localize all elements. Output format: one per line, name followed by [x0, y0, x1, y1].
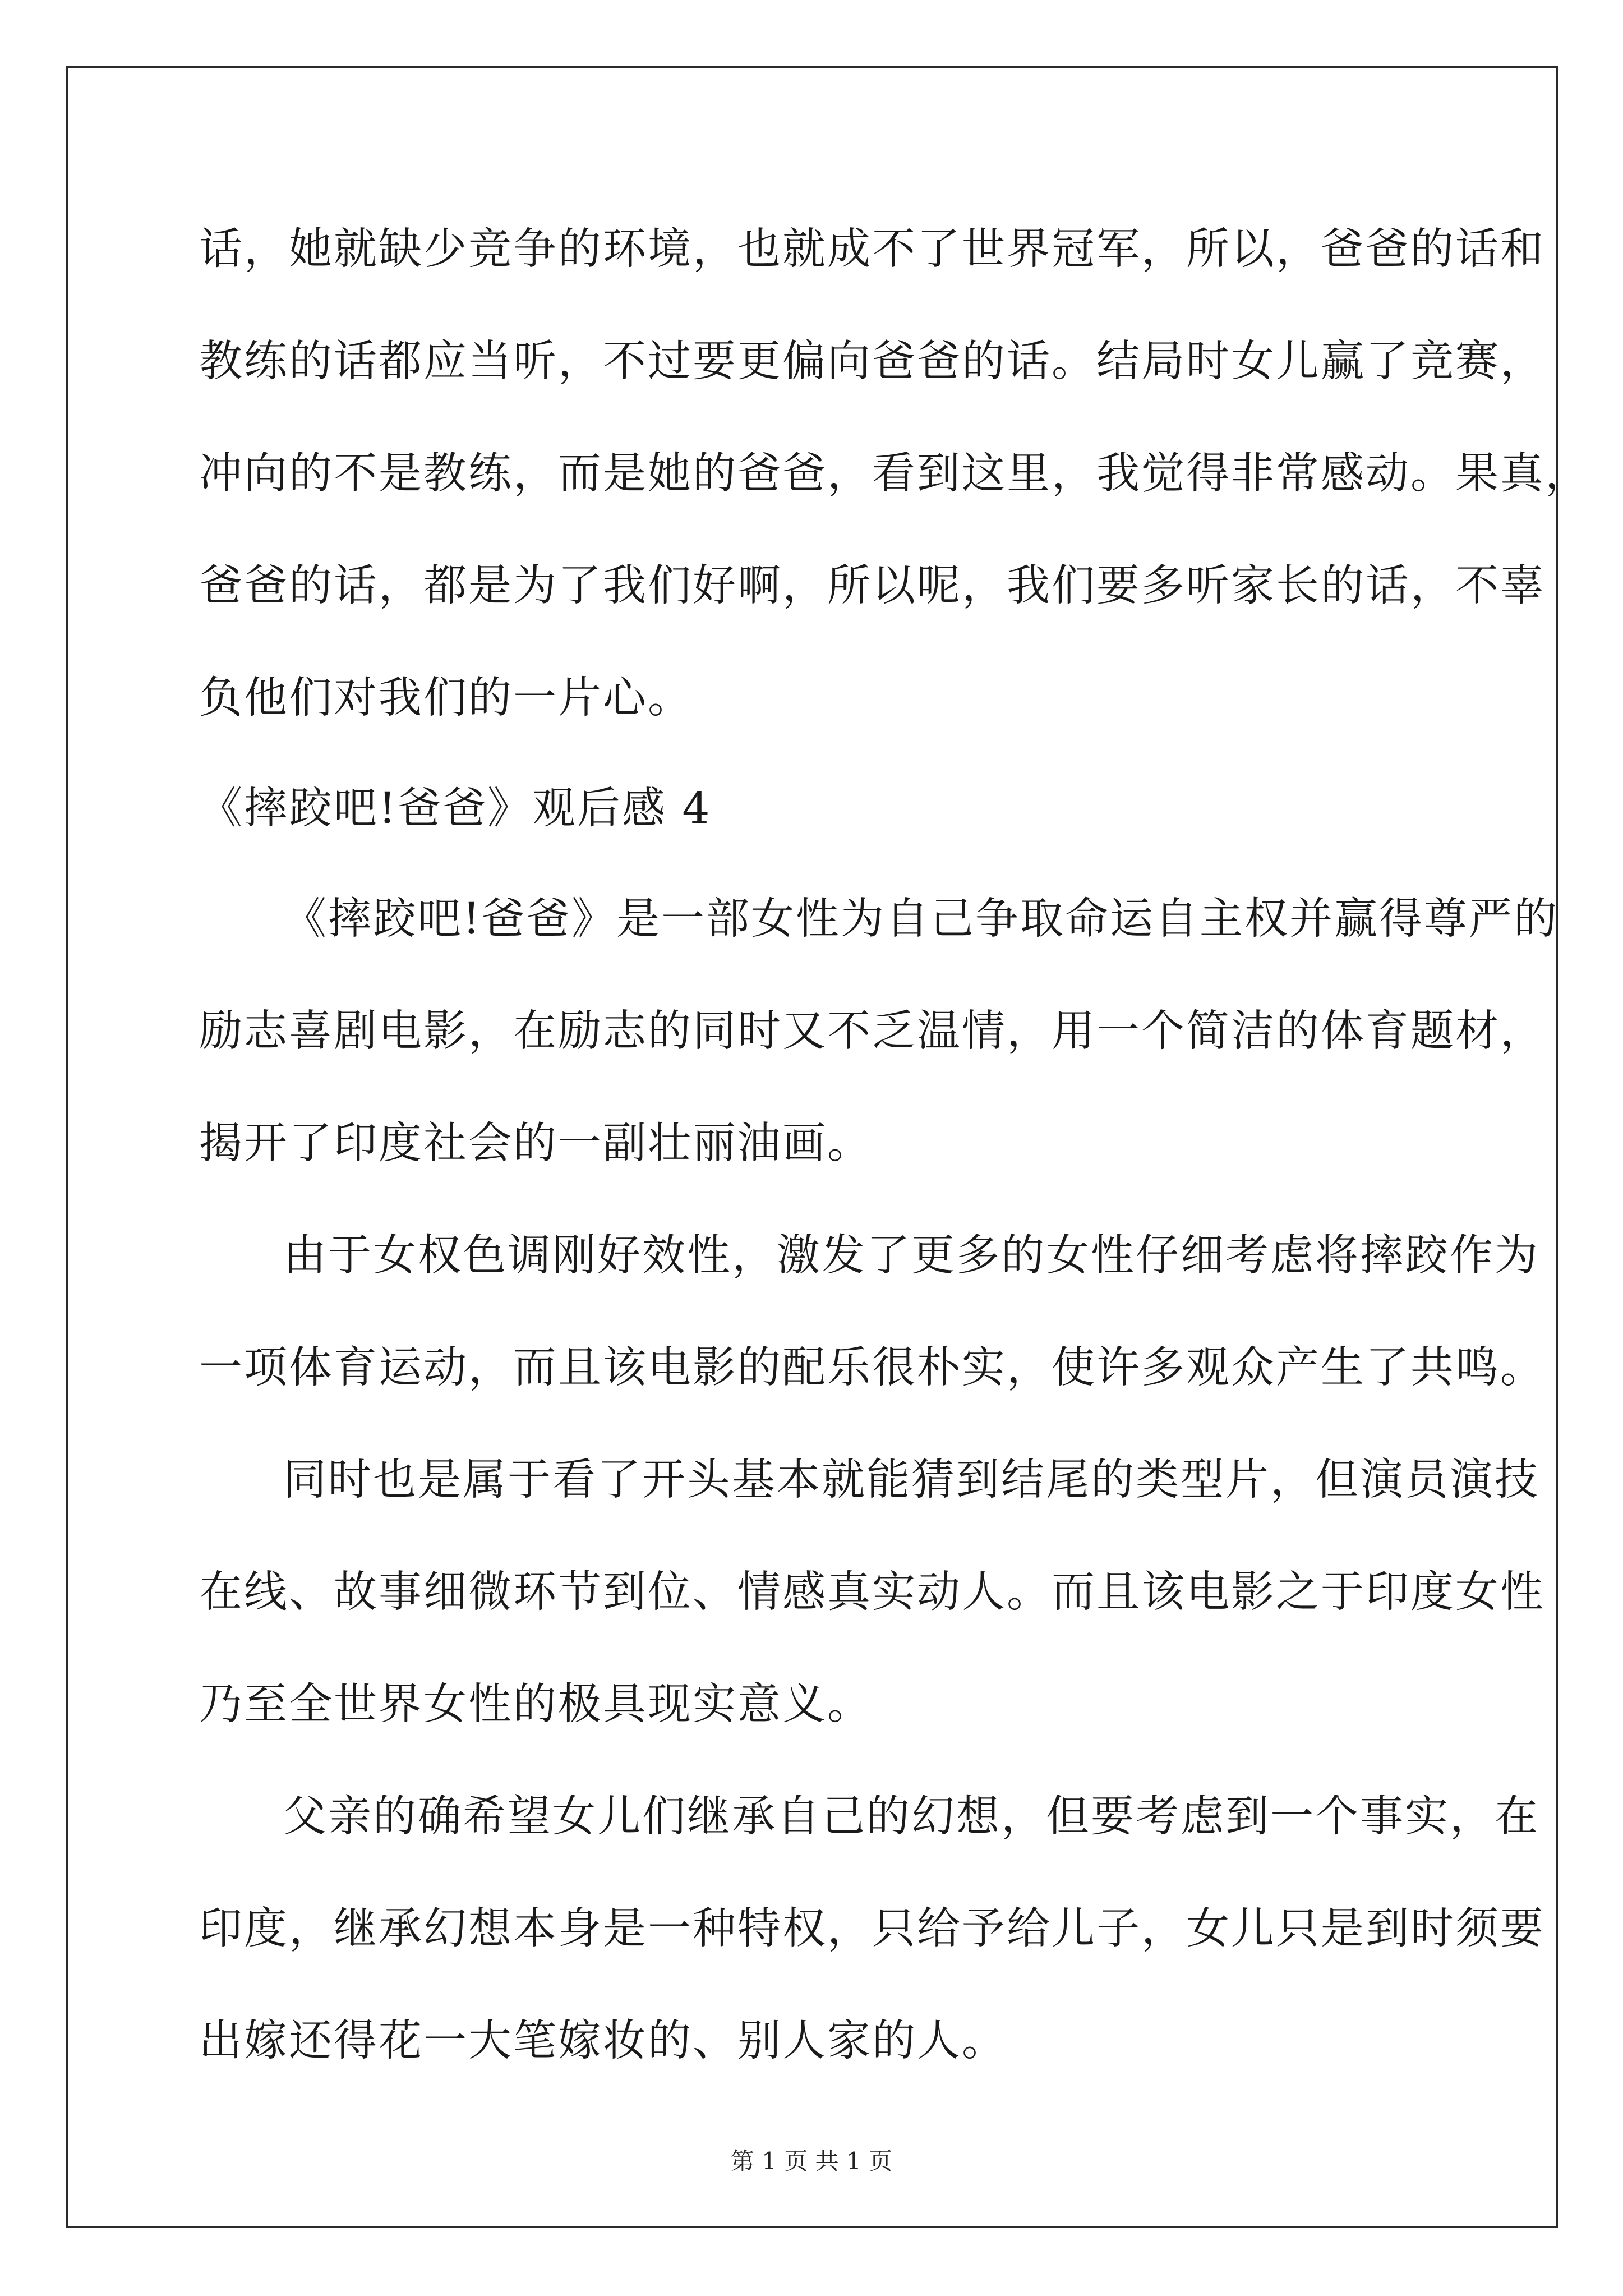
- paragraph-2-line: 由于女权色调刚好效性，激发了更多的女性仔细考虑将摔跤作为: [283, 1231, 1539, 1281]
- paragraph-1-line: 《摔跤吧!爸爸》是一部女性为自己争取命运自主权并赢得尊严的: [283, 894, 1559, 944]
- text-line: 负他们对我们的一片心。: [199, 673, 693, 723]
- section-heading: 《摔跤吧!爸爸》观后感 4: [199, 784, 712, 834]
- paragraph-2-line: 一项体育运动，而且该电影的配乐很朴实，使许多观众产生了共鸣。: [199, 1343, 1545, 1393]
- paragraph-1-line: 励志喜剧电影，在励志的同时又不乏温情，用一个简洁的体育题材，: [199, 1006, 1545, 1056]
- text-line: 爸爸的话，都是为了我们好啊，所以呢，我们要多听家长的话，不辜: [199, 561, 1545, 611]
- paragraph-1-line: 揭开了印度社会的一副壮丽油画。: [199, 1119, 872, 1168]
- document-body: [199, 194, 1590, 2097]
- paragraph-4-line: 父亲的确希望女儿们继承自己的幻想，但要考虑到一个事实，在: [283, 1792, 1539, 1842]
- text-line: 话，她就缺少竞争的环境，也就成不了世界冠军，所以，爸爸的话和: [199, 224, 1545, 274]
- paragraph-4-line: 出嫁还得花一大笔嫁妆的、别人家的人。: [199, 2016, 1007, 2066]
- paragraph-3-line: 同时也是属于看了开头基本就能猜到结尾的类型片，但演员演技: [283, 1455, 1539, 1505]
- paragraph-3-line: 乃至全世界女性的极具现实意义。: [199, 1680, 872, 1729]
- page-number-footer: 第 1 页 共 1 页: [730, 2147, 893, 2175]
- text-line: 教练的话都应当听，不过要更偏向爸爸的话。结局时女儿赢了竞赛，: [199, 337, 1545, 386]
- paragraph-4-line: 印度，继承幻想本身是一种特权，只给予给儿子，女儿只是到时须要: [199, 1904, 1545, 1954]
- paragraph-3-line: 在线、故事细微环节到位、情感真实动人。而且该电影之于印度女性: [199, 1567, 1545, 1617]
- text-line: 冲向的不是教练，而是她的爸爸，看到这里，我觉得非常感动。果真，: [199, 449, 1590, 499]
